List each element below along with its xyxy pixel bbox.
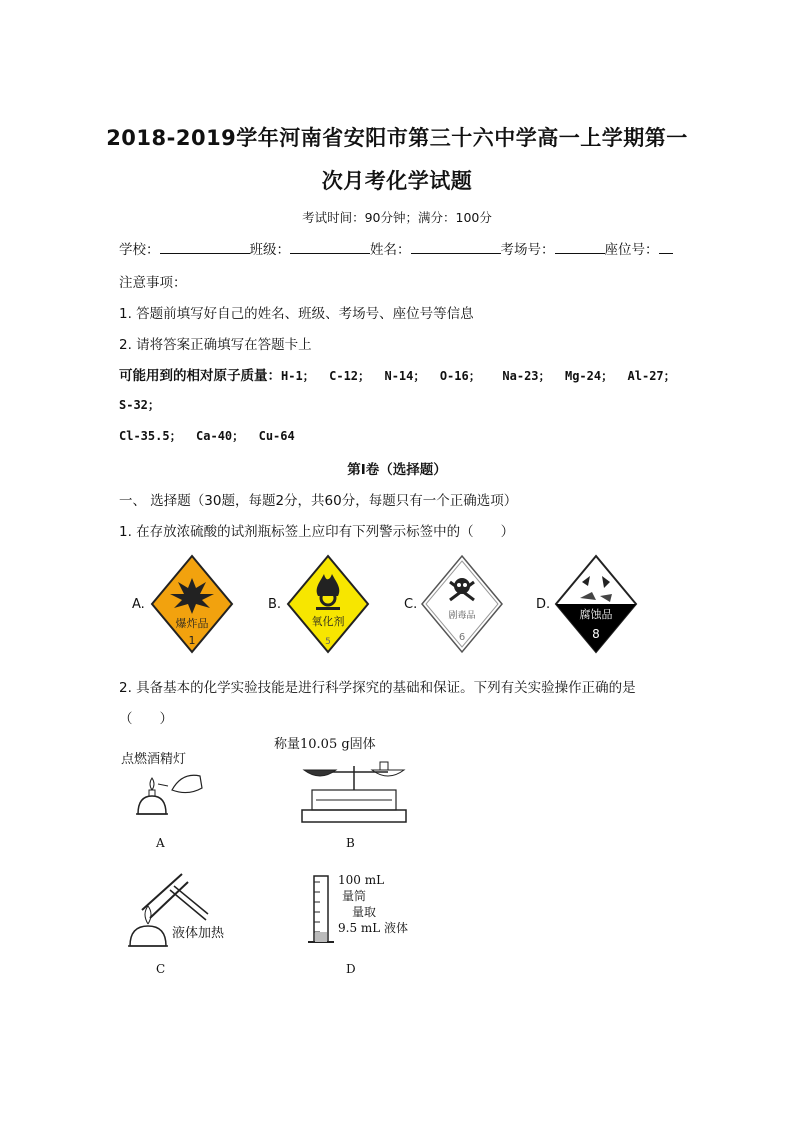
warning-label-options xyxy=(128,552,658,662)
section-heading: 第Ⅰ卷（选择题） xyxy=(347,462,447,478)
figure-d-graduated-cylinder-drawing[interactable] xyxy=(304,872,338,952)
figure-d-caption-volume: 100 mL xyxy=(338,873,385,887)
room-blank[interactable] xyxy=(555,240,605,254)
figure-d-caption xyxy=(338,872,408,936)
figure-a-caption: 点燃酒精灯 xyxy=(121,752,187,767)
notes-heading: 注意事项： xyxy=(119,275,187,291)
option-b-letter: B. xyxy=(268,597,282,612)
name-blank[interactable] xyxy=(411,240,501,254)
atomic-mass-line1 xyxy=(119,364,676,384)
section-instruction: 一、 选择题（30题，每题2分，共60分，每题只有一个正确选项） xyxy=(119,493,518,509)
option-b-sign-number: 5 xyxy=(325,637,331,647)
figure-d-letter: D xyxy=(346,962,356,976)
figure-c-test-tube-heating-drawing[interactable] xyxy=(122,866,212,956)
option-c-toxic-sign[interactable] xyxy=(418,552,506,656)
figure-b-balance-drawing[interactable] xyxy=(296,754,412,826)
option-c-letter: C. xyxy=(404,597,418,612)
note-item-1: 1. 答题前填写好自己的姓名、班级、考场号、座位号等信息 xyxy=(119,306,474,322)
option-a-sign-text: 爆炸品 xyxy=(175,617,209,630)
figure-d-caption-measure: 量取 xyxy=(352,905,377,919)
figure-a-alcohol-lamp-drawing[interactable] xyxy=(128,766,208,826)
figure-c-caption: 液体加热 xyxy=(172,926,225,941)
option-d-letter: D. xyxy=(536,597,551,612)
figure-c-letter: C xyxy=(156,962,166,976)
option-c-sign-text: 剧毒品 xyxy=(448,611,476,621)
exam-info: 考试时间：90分钟；满分：100分 xyxy=(302,210,492,225)
option-c-sign-number: 6 xyxy=(458,632,466,643)
question-1-text: 1. 在存放浓硫酸的试剂瓶标签上应印有下列警示标签中的（ ） xyxy=(119,524,515,540)
atomic-mass-label: 可能用到的相对原子质量： xyxy=(119,368,281,384)
figure-d-caption-amount: 9.5 mL 液体 xyxy=(338,921,409,935)
figure-b-letter: B xyxy=(346,836,355,850)
option-d-sign-text: 腐蚀品 xyxy=(579,608,613,621)
class-label: 班级： xyxy=(249,242,290,258)
class-blank[interactable] xyxy=(290,240,370,254)
note-item-2: 2. 请将答案正确填写在答题卡上 xyxy=(119,337,312,353)
option-d-sign-number: 8 xyxy=(592,627,600,641)
question-2-text: 2. 具备基本的化学实验技能是进行科学探究的基础和保证。下列有关实验操作正确的是 xyxy=(119,680,636,696)
option-a-letter: A. xyxy=(132,597,145,612)
atomic-mass-values1: H-1； C-12； N-14； O-16； Na-23； Mg-24； Al-27； xyxy=(281,369,676,383)
seat-blank[interactable] xyxy=(659,240,673,254)
option-d-corrosive-sign[interactable] xyxy=(552,552,640,656)
figure-b-caption: 称量10.05 g固体 xyxy=(274,737,376,752)
atomic-mass-line3: Cl-35.5； Ca-40； Cu-64 xyxy=(119,429,295,443)
school-blank[interactable] xyxy=(160,240,250,254)
option-a-explosive-sign[interactable] xyxy=(148,552,236,656)
figure-a-letter: A xyxy=(156,836,165,850)
option-a-sign-number: 1 xyxy=(188,634,196,647)
name-label: 姓名： xyxy=(370,242,411,258)
exam-title-line2: 次月考化学试题 xyxy=(321,169,473,193)
seat-label: 座位号： xyxy=(604,242,659,258)
exam-title-line1: 2018-2019学年河南省安阳市第三十六中学高一上学期第一 xyxy=(106,126,688,150)
option-b-oxidizer-sign[interactable] xyxy=(284,552,372,656)
figure-d-caption-cylinder: 量筒 xyxy=(342,889,367,903)
atomic-mass-line2: S-32； xyxy=(119,398,160,412)
option-b-sign-text: 氧化剂 xyxy=(311,615,345,628)
school-label: 学校： xyxy=(119,242,160,258)
student-info-row xyxy=(119,238,673,258)
room-label: 考场号： xyxy=(500,242,555,258)
question-2-paren: （ ） xyxy=(119,711,173,727)
